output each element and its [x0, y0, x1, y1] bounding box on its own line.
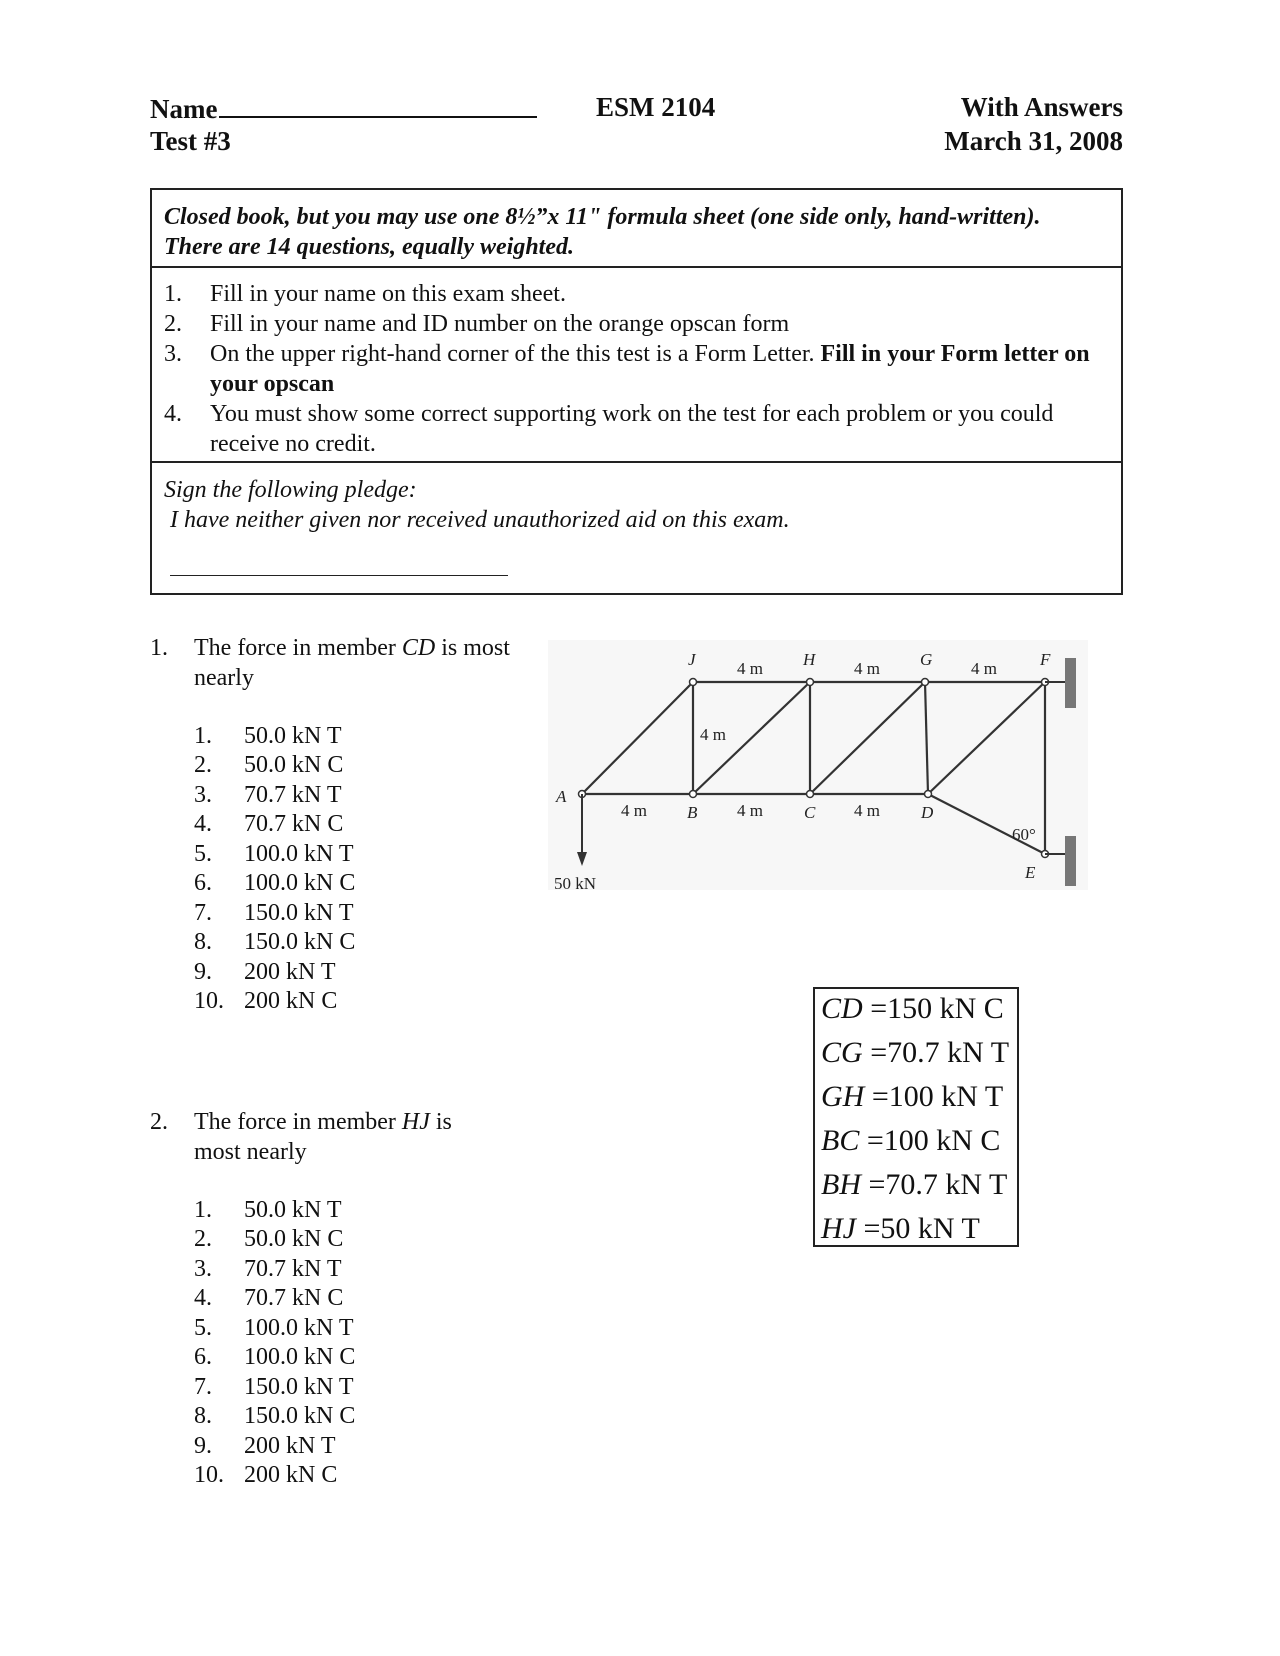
support-E [1065, 836, 1076, 886]
dim-label-top: 4 m [971, 659, 997, 678]
dim-label-bottom: 4 m [854, 801, 880, 820]
name-label: Name [150, 94, 218, 124]
node-label-G: G [920, 650, 933, 669]
question-prompt: The force in member CD is most [194, 635, 510, 661]
test-number: Test #3 [150, 126, 231, 156]
node-label-D: D [921, 803, 934, 822]
instructions-box [150, 188, 1123, 595]
dim-label-bottom: 4 m [621, 801, 647, 820]
node-label-H: H [803, 650, 816, 669]
pledge-text: I have neither given nor received unauthorized aid on this exam. [170, 507, 790, 533]
rules-line-1: Closed book, but you may use one 8½”x 11" formula sheet (one side only, hand-written). [164, 204, 1041, 230]
instructions-list: 1. Fill in your name on this exam sheet. 2. Fill in your name and ID number on the orange opscan form 3. On the upper right-hand corner of the this test is a Form Letter. Fill in your Form letter on your opscan 4. You must show some correct supporting work on the test for each problem or you could receive no credit. [152, 268, 1121, 463]
node-label-A: A [556, 787, 567, 806]
pledge-section [152, 463, 1121, 593]
node-label-E: E [1025, 863, 1036, 882]
node-label-J: J [688, 650, 696, 669]
load-label: 50 kN [554, 874, 597, 890]
question-prompt: The force in member HJ is [194, 1109, 452, 1135]
pledge-title: Sign the following pledge: [164, 477, 417, 503]
name-blank-line[interactable] [219, 90, 537, 118]
question-number: 1. [150, 635, 168, 661]
exam-date: March 31, 2008 [944, 126, 1123, 156]
answers-label: With Answers [960, 92, 1123, 122]
answer-key-box [813, 987, 1019, 1247]
exam-rules [152, 190, 1121, 268]
node-label-C: C [804, 803, 816, 822]
answer-row: BH =70.7 kN T [821, 1168, 1008, 1201]
support-F [1065, 658, 1076, 708]
dim-label-top: 4 m [737, 659, 763, 678]
question-prompt-line2: most nearly [194, 1139, 307, 1165]
dim-label-height: 4 m [700, 725, 726, 744]
answer-row: HJ =50 kN T [821, 1212, 980, 1245]
truss-diagram [548, 640, 1088, 890]
node-label-B: B [687, 803, 698, 822]
angle-label: 60° [1012, 825, 1036, 844]
answer-row: CG =70.7 kN T [821, 1036, 1010, 1069]
name-field-row [150, 90, 537, 126]
answer-row: CD =150 kN C [821, 992, 1004, 1025]
question-number: 2. [150, 1109, 168, 1135]
diagram-background [548, 640, 1088, 890]
node-label-F: F [1040, 650, 1051, 669]
dim-label-top: 4 m [854, 659, 880, 678]
answer-row: BC =100 kN C [821, 1124, 1001, 1157]
question-prompt-line2: nearly [194, 665, 254, 691]
dim-label-bottom: 4 m [737, 801, 763, 820]
signature-line[interactable] [170, 575, 508, 576]
course-code: ESM 2104 [596, 92, 716, 122]
rules-line-2: There are 14 questions, equally weighted. [164, 234, 574, 260]
answer-row: GH =100 kN T [821, 1080, 1004, 1113]
